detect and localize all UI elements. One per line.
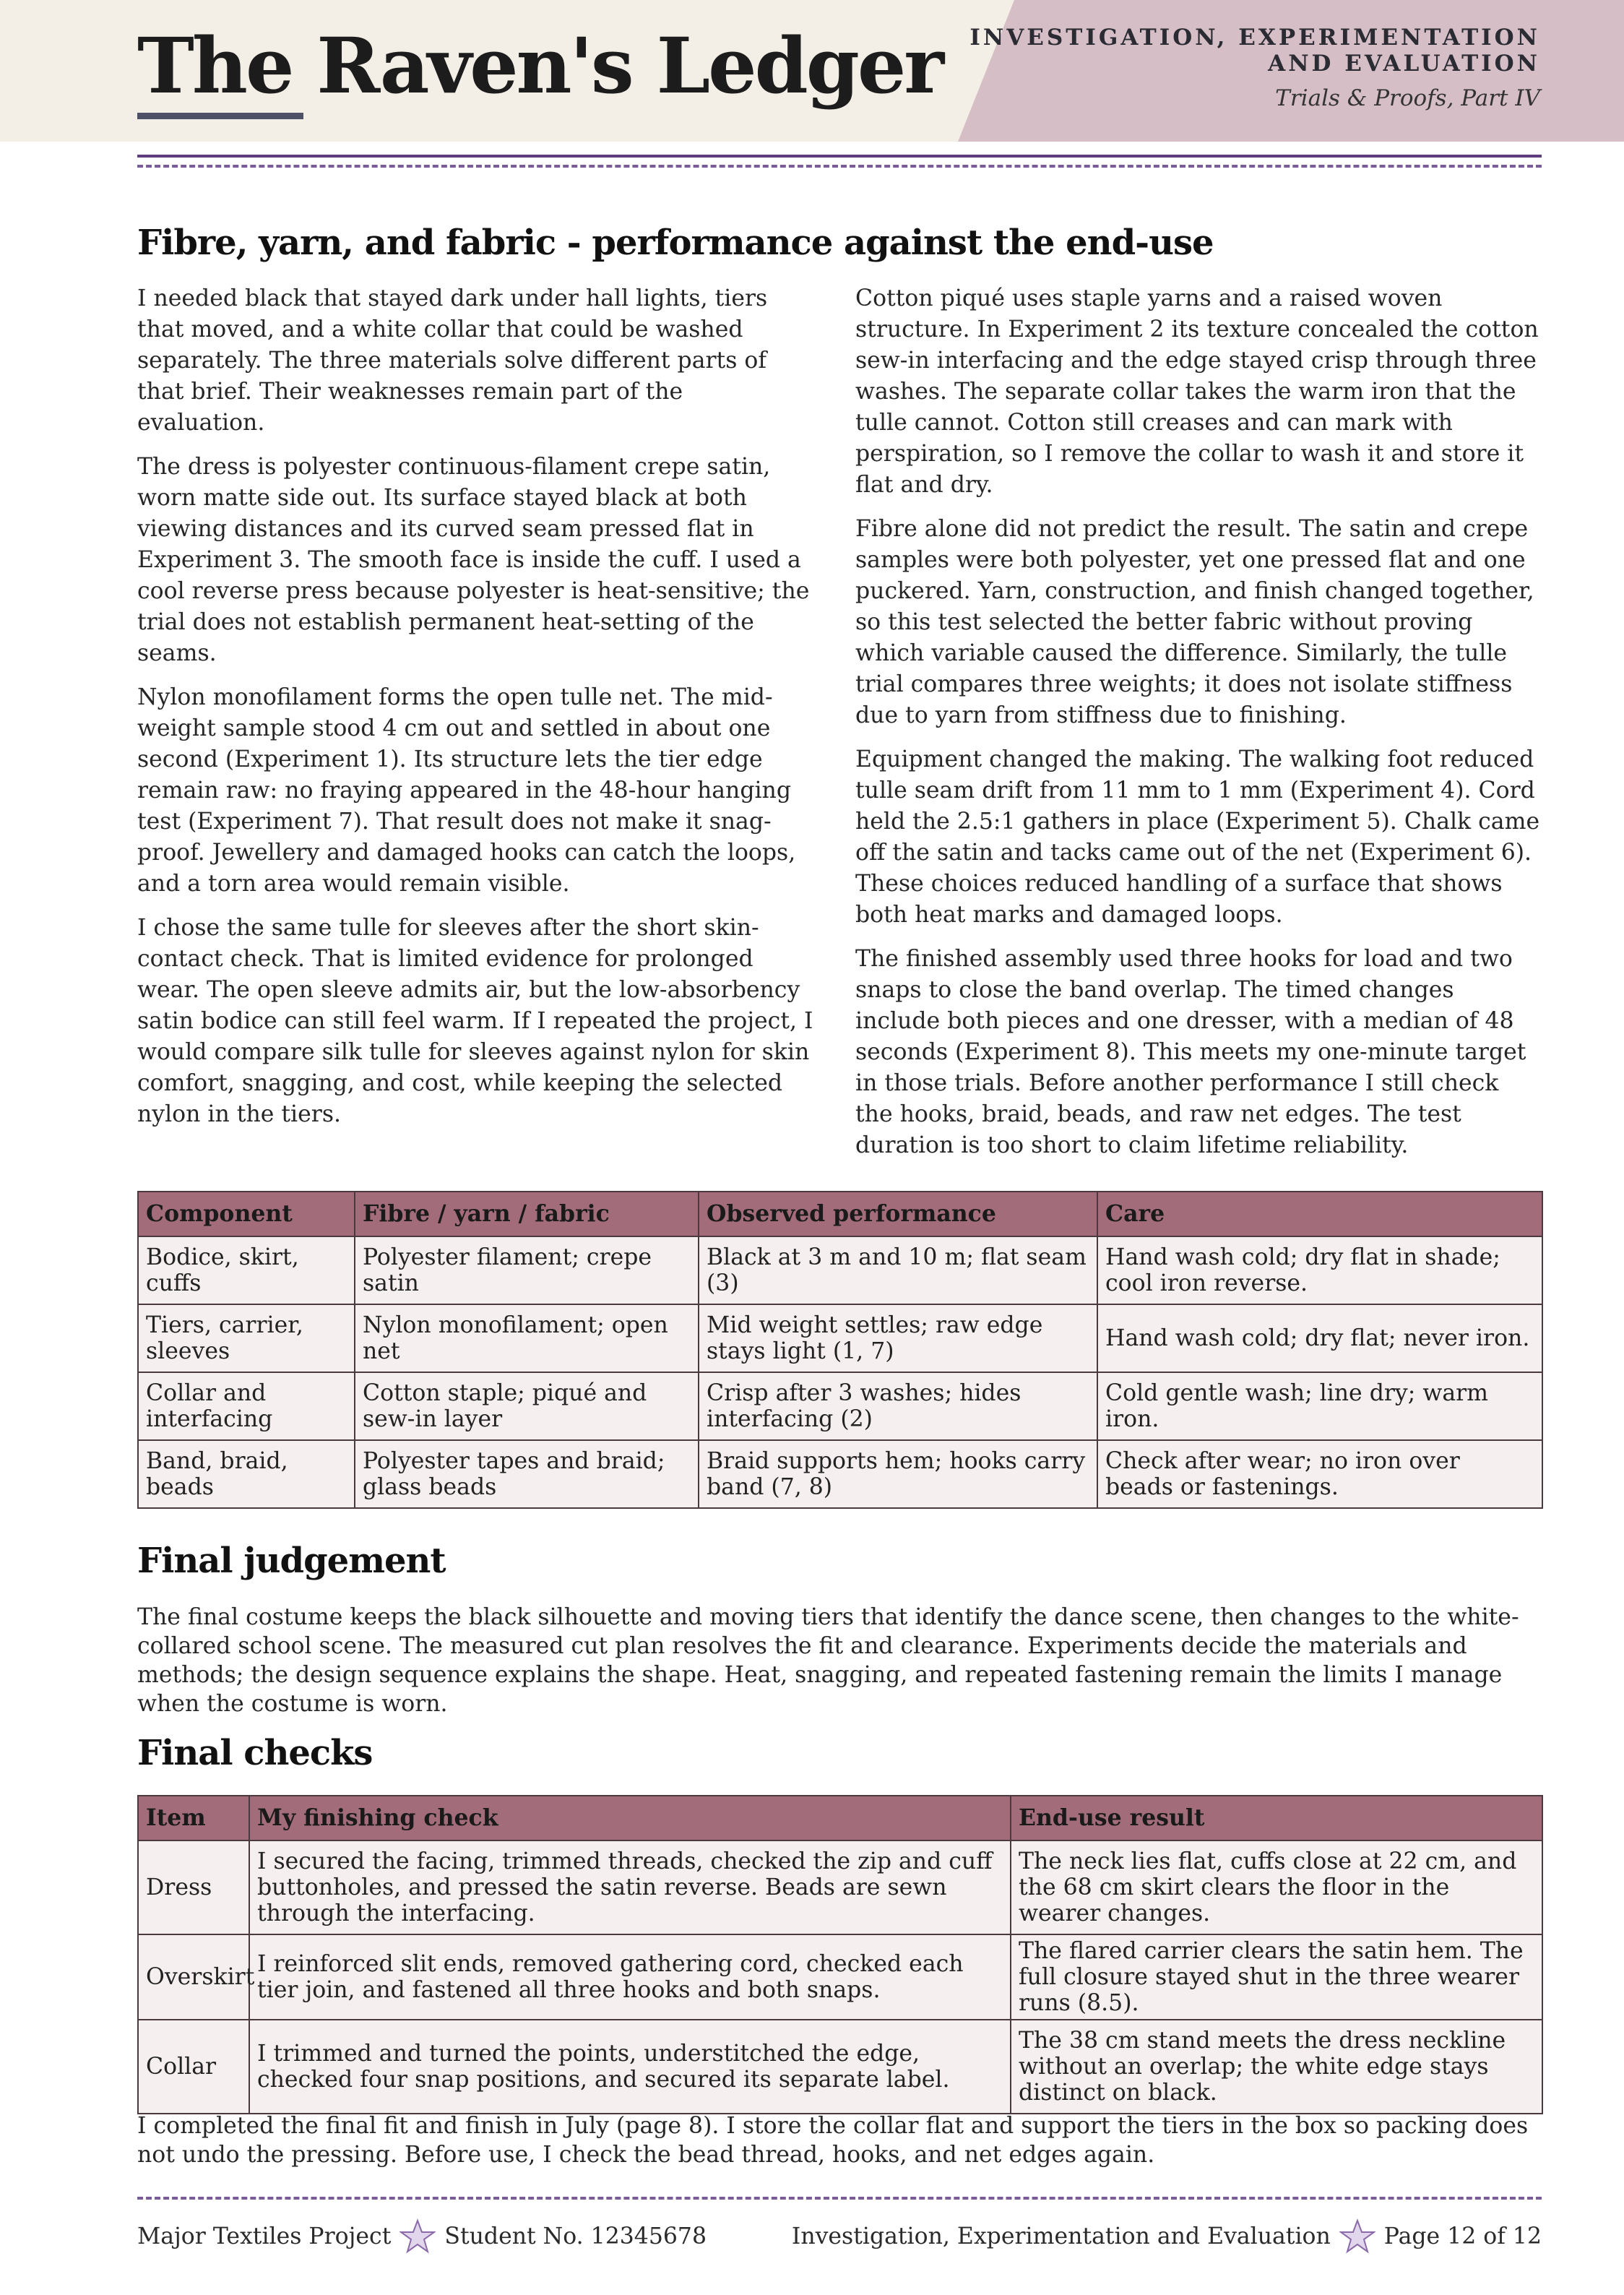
column-header: Fibre / yarn / fabric	[355, 1192, 699, 1236]
project-name: Major Textiles Project	[137, 2223, 392, 2249]
table-row	[138, 1304, 1542, 1372]
table-cell: Braid supports hem; hooks carry band (7, 8)	[699, 1440, 1097, 1508]
table-cell: Dress	[138, 1840, 249, 1934]
table-cell: Tiers, carrier, sleeves	[138, 1304, 355, 1372]
table-cell: Overskirt	[138, 1934, 249, 2020]
paragraph: The dress is polyester continuous-filament crepe satin, worn matte side out. Its surface stayed black at both viewing distances and its curved seam pressed flat in Experiment 3. The smooth face is inside the cuff. I used a cool reverse press because polyester is heat-sensitive; the trial does not establish permanent heat-setting of the seams.	[137, 454, 810, 666]
paragraph: The finished assembly used three hooks for load and two snaps to close the band overlap. The timed changes include both pieces and one dresser, with a median of 48 seconds (Experiment 8). This meets my one-minute target in those trials. Before another performance I still check the hooks, braid, beads, and raw net edges. The test duration is too short to claim lifetime reliability.	[855, 946, 1526, 1158]
publication-title: The Raven's Ledger	[137, 20, 943, 111]
table-cell: Check after wear; no iron over beads or fastenings.	[1097, 1440, 1542, 1508]
judgement-heading: Final judgement	[137, 1541, 446, 1581]
header-divider-dashed	[137, 165, 1542, 168]
table-cell: The neck lies flat, cuffs close at 22 cm, and the 68 cm skirt clears the floor in the wearer changes.	[1011, 1840, 1542, 1934]
judgement-text: The final costume keeps the black silhouette and moving tiers that identify the dance scene, then changes to the white-collared school scene. The measured cut plan resolves the fit and clearance. Experiments decide the materials and methods; the design sequence explains the shape. Heat, snagging, and repeated fastening remain the limits I manage when the costume is worn.	[137, 1604, 1519, 1717]
paragraph: I chose the same tulle for sleeves after the short skin-contact check. That is limited evidence for prolonged wear. The open sleeve admits air, but the low-absorbency satin bodice can still feel warm. If I repeated the project, I would compare silk tulle for sleeves against nylon for skin comfort, snagging, and cost, while keeping the selected nylon in the tiers.	[137, 915, 813, 1127]
closing-text: I completed the final fit and finish in July (page 8). I store the collar flat and support the tiers in the box so packing does not undo the pressing. Before use, I check the bead thread, hooks, and net edges again.	[137, 2113, 1529, 2168]
section-label-line2: AND EVALUATION	[1268, 51, 1540, 77]
paragraph: Fibre alone did not predict the result. The satin and crepe samples were both polyester, yet one pressed flat and one puckered. Yarn, construction, and finish changed together, so this test selected the better fabric without proving which variable caused the difference. Similarly, the tulle trial compares three weights; it does not isolate stiffness due to yarn from stiffness due to finishing.	[855, 516, 1534, 728]
table-cell: Cold gentle wash; line dry; warm iron.	[1097, 1372, 1542, 1440]
table-cell: Crisp after 3 washes; hides interfacing (2)	[699, 1372, 1097, 1440]
star-icon	[1339, 2218, 1375, 2255]
checks-heading: Final checks	[137, 1733, 373, 1773]
table-header-row	[138, 1192, 1542, 1236]
table-row	[138, 1840, 1542, 1934]
table-cell: The 38 cm stand meets the dress neckline without an overlap; the white edge stays distinct on black.	[1011, 2020, 1542, 2114]
page-number: Page 12 of 12	[1383, 2223, 1542, 2249]
star-icon	[399, 2218, 436, 2255]
checks-table	[137, 1795, 1543, 2114]
table-row	[138, 1372, 1542, 1440]
table-cell: Bodice, skirt, cuffs	[138, 1236, 355, 1304]
column-header: My finishing check	[249, 1796, 1011, 1840]
header-divider-solid	[137, 155, 1542, 158]
materials-table	[137, 1191, 1543, 1509]
table-header-row	[138, 1796, 1542, 1840]
paragraph: Equipment changed the making. The walking foot reduced tulle seam drift from 11 mm to 1 mm (Experiment 4). Cord held the 2.5:1 gathers in place (Experiment 5). Chalk came off the satin and tacks came out of the net (Experiment 6). These choices reduced handling of a surface that shows both heat marks and damaged loops.	[855, 746, 1540, 928]
paragraph: Nylon monofilament forms the open tulle net. The mid-weight sample stood 4 cm out and settled in about one second (Experiment 1). Its structure lets the tier edge remain raw: no fraying appeared in the 48-hour hanging test (Experiment 7). That result does not make it snag-proof. Jewellery and damaged hooks can catch the loops, and a torn area would remain visible.	[137, 684, 796, 897]
table-cell: I secured the facing, trimmed threads, checked the zip and cuff buttonholes, and pressed the satin reverse. Beads are sewn through the interfacing.	[249, 1840, 1011, 1934]
table-cell: I trimmed and turned the points, understitched the edge, checked four snap positions, and secured its separate label.	[249, 2020, 1011, 2114]
table-cell: Collar	[138, 2020, 249, 2114]
student-number: Student No. 12345678	[444, 2223, 707, 2249]
title-underline	[137, 113, 303, 119]
column-header: Component	[138, 1192, 355, 1236]
table-cell: Hand wash cold; dry flat; never iron.	[1097, 1304, 1542, 1372]
footer-right	[792, 2218, 1542, 2255]
column-header: Care	[1097, 1192, 1542, 1236]
table-cell: I reinforced slit ends, removed gathering cord, checked each tier join, and fastened all three hooks and both snaps.	[249, 1934, 1011, 2020]
table-row	[138, 1934, 1542, 2020]
table-row	[138, 1440, 1542, 1508]
footer-divider-dashed	[137, 2197, 1542, 2200]
column-header: Item	[138, 1796, 249, 1840]
left-column	[137, 283, 816, 1143]
footer-left	[137, 2218, 707, 2255]
column-header: Observed performance	[699, 1192, 1097, 1236]
right-column	[855, 283, 1542, 1174]
table-row	[138, 2020, 1542, 2114]
table-cell: Polyester filament; crepe satin	[355, 1236, 699, 1304]
section-label-line1: INVESTIGATION, EXPERIMENTATION	[969, 25, 1540, 51]
footer-section-name: Investigation, Experimentation and Evaluation	[791, 2223, 1331, 2249]
table-cell: Nylon monofilament; open net	[355, 1304, 699, 1372]
section-heading: Fibre, yarn, and fabric - performance against the end-use	[137, 223, 1214, 263]
table-cell: Cotton staple; piqué and sew-in layer	[355, 1372, 699, 1440]
table-cell: Hand wash cold; dry flat in shade; cool iron reverse.	[1097, 1236, 1542, 1304]
section-label	[969, 25, 1540, 77]
paragraph: I needed black that stayed dark under hall lights, tiers that moved, and a white collar that could be washed separately. The three materials solve different parts of that brief. Their weaknesses remain part of the evaluation.	[137, 285, 768, 436]
table-cell: Black at 3 m and 10 m; flat seam (3)	[699, 1236, 1097, 1304]
table-cell: Collar and interfacing	[138, 1372, 355, 1440]
section-subtitle: Trials & Proofs, Part IV	[1275, 85, 1540, 111]
table-cell: The flared carrier clears the satin hem. The full closure stayed shut in the three wearer runs (8.5).	[1011, 1934, 1542, 2020]
table-cell: Band, braid, beads	[138, 1440, 355, 1508]
table-cell: Polyester tapes and braid; glass beads	[355, 1440, 699, 1508]
table-row	[138, 1236, 1542, 1304]
table-cell: Mid weight settles; raw edge stays light (1, 7)	[699, 1304, 1097, 1372]
column-header: End-use result	[1011, 1796, 1542, 1840]
paragraph: Cotton piqué uses staple yarns and a raised woven structure. In Experiment 2 its texture concealed the cotton sew-in interfacing and the edge stayed crisp through three washes. The separate collar takes the warm iron that the tulle cannot. Cotton still creases and can mark with perspiration, so I remove the collar to wash it and store it flat and dry.	[855, 285, 1539, 498]
